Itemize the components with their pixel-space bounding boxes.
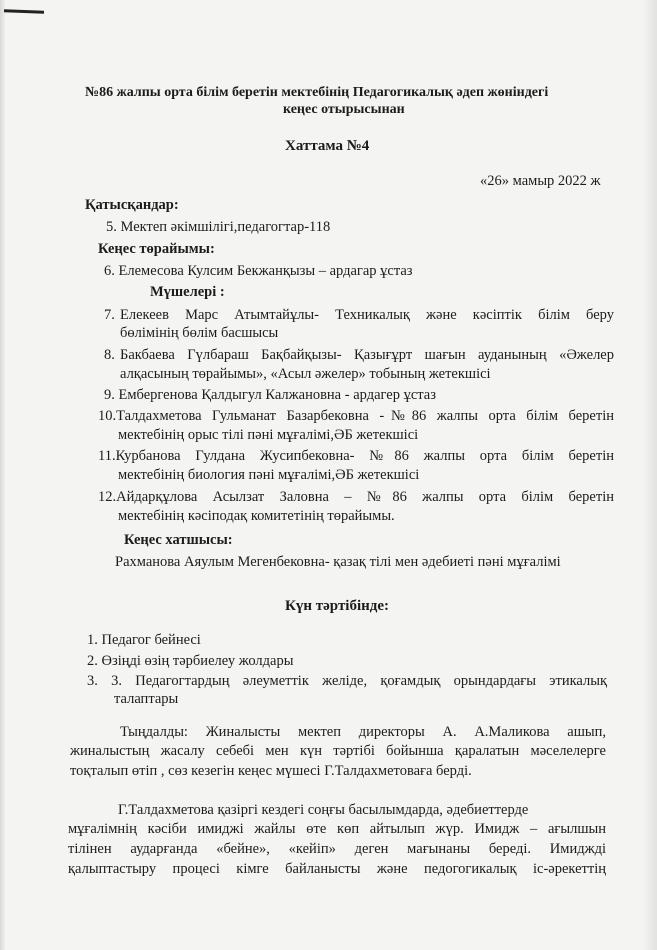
paragraph-1-line1: Тыңдалды: Жиналысты мектеп директоры А. А.Маликова ашып,: [120, 724, 606, 740]
member-7-line1: Елекеев Марс Атымтайұлы- Техникалық және кәсіптік білім беру: [120, 307, 614, 323]
member-9: 9. Ембергенова Қалдыгул Калжановна - ардагер ұстаз: [104, 387, 436, 403]
member-12-line2: мектебінің кәсіподақ комитетінің төрайымы.: [118, 508, 395, 524]
member-8-line1: Бакбаева Гүлбараш Бақбайқызы- Қазығұрт шағын ауданының «Әжелер: [120, 347, 614, 363]
protocol-number: Хаттама №4: [285, 138, 370, 154]
agenda-item-1: 1. Педагог бейнесі: [87, 632, 201, 648]
secretary-label: Кеңес хатшысы:: [124, 532, 233, 548]
paragraph-2-line1: Г.Талдахметова қазіргі кездегі соңғы басылымдарда, әдебиеттерде: [118, 802, 529, 818]
member-12-line1: 12.Айдарқұлова Асылзат Заловна – №86 жалпы орта білім беретін: [98, 489, 614, 505]
doc-title-line1: №86 жалпы орта білім беретін мектебінің Педагогикалық әдеп жөніндегі: [85, 85, 549, 100]
paragraph-2-line3: тілінен аударғанда «бейне», «кейіп» деген мағынаны береді. Имиджді: [68, 841, 606, 857]
paragraph-1-line2: жиналыстың жасалу себебі мен күн тәртібі бойынша қаралатын мәселелерге: [70, 743, 606, 759]
member-10-line2: мектебінің орыс тілі пәні мұғалімі,ӘБ жетекшісі: [118, 427, 419, 443]
scan-mark: [4, 9, 44, 13]
attendees-item: 5. Мектеп әкімшілігі,педагогтар-118: [106, 219, 331, 235]
member-7-number: 7.: [104, 307, 115, 323]
meeting-date: «26» мамыр 2022 ж: [480, 173, 601, 189]
paragraph-2-line4: қалыптастыру процесі кімге байланысты және педогогикалық іс-әрекеттің: [68, 861, 606, 877]
member-7-line2: бөлімінің бөлім басшысы: [120, 325, 279, 341]
secretary-name: Рахманова Аяулым Мегенбековна- қазақ тілі мен әдебиеті пәні мұғалімі: [115, 554, 561, 570]
chair-item: 6. Елемесова Кулсим Бекжанқызы – ардагар ұстаз: [104, 263, 413, 279]
agenda-item-2: 2. Өзіңді өзің тәрбиелеу жолдары: [87, 653, 294, 669]
agenda-item-3-line1: 3. 3. Педагогтардың әлеуметтік желіде, қоғамдық орындардағы этикалық: [87, 673, 607, 689]
member-10-line1: 10.Талдахметова Гульманат Базарбековна -№86 жалпы орта білім беретін: [98, 408, 614, 424]
chair-label: Кеңес төрайымы:: [98, 241, 215, 257]
paragraph-1-line3: тоқталып өтіп , сөз кезегін кеңес мүшесі Г.Талдахметоваға берді.: [70, 763, 472, 779]
member-8-line2: алқасының төрайымы», «Асыл әжелер» тобының жетекшісі: [120, 366, 491, 382]
member-8-number: 8.: [104, 347, 115, 363]
member-11-line2: мектебінің биология пәні мұғалімі,ӘБ жетекшісі: [118, 467, 420, 483]
members-label: Мүшелері :: [150, 284, 225, 300]
paragraph-2-line2: мұғалімнің кәсіби имиджі жайлы өте көп айтылып жүр. Имидж – ағылшын: [68, 821, 606, 837]
agenda-item-3-line2: талаптары: [114, 691, 179, 707]
attendees-label: Қатысқандар:: [85, 197, 179, 213]
doc-title-line2: кеңес отырысынан: [283, 102, 405, 117]
member-11-line1: 11.Курбанова Гулдана Жусипбековна- №86 жалпы орта білім беретін: [98, 448, 614, 464]
agenda-title: Күн тәртібінде:: [285, 598, 390, 614]
page-edge-shadow-right: [643, 0, 657, 950]
page-edge-shadow-left: [0, 0, 6, 950]
